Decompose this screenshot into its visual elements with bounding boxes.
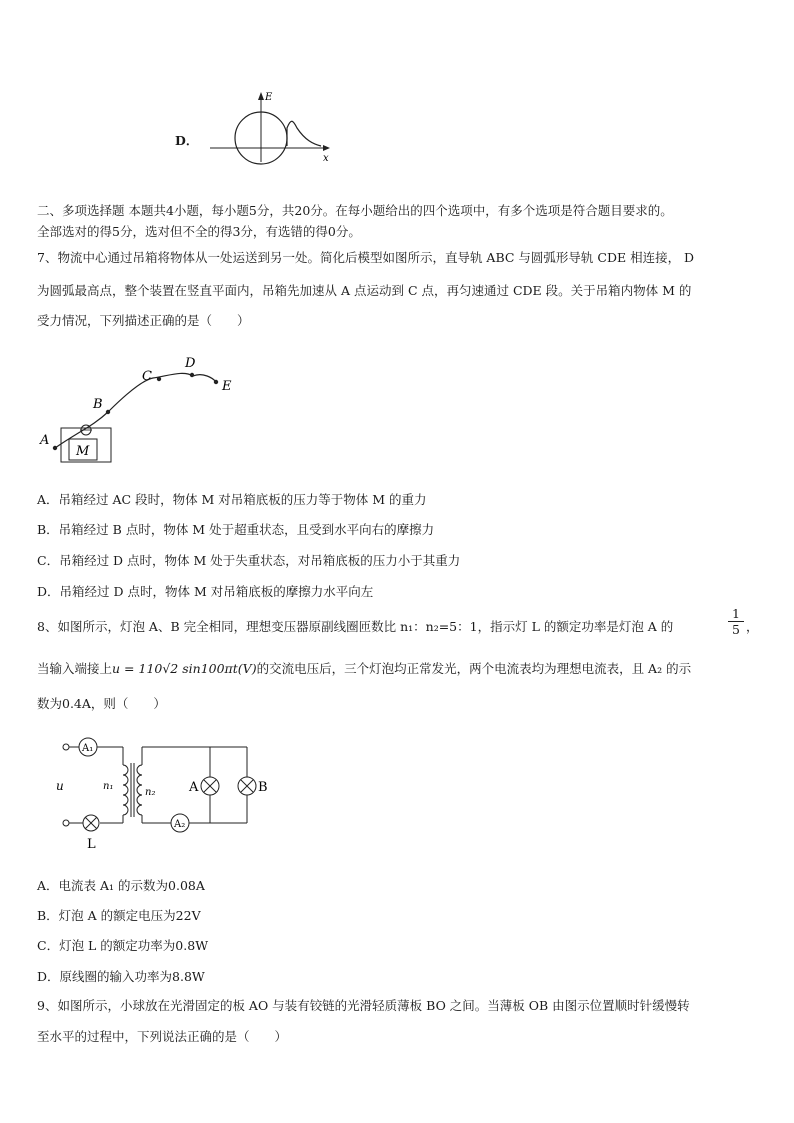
coil-n2-label: n₂ — [145, 787, 156, 798]
q8-fraction — [728, 606, 744, 637]
q8-line1: 8、如图所示，灯泡 A、B 完全相同，理想变压器原副线圈匝数比 n₁：n₂=5：1，指示灯 L 的额定功率是灯泡 A 的 — [37, 619, 674, 634]
q7-option-d: D．吊箱经过 D 点时，物体 M 对吊箱底板的摩擦力水平向左 — [37, 584, 374, 599]
point-d-label: D — [185, 356, 196, 371]
q8-comma: ， — [746, 619, 759, 634]
q8-option-d: D．原线圈的输入功率为8.8W — [37, 969, 205, 984]
q8-line3: 数为0.4A，则（ ） — [37, 696, 166, 711]
q8-option-c: C．灯泡 L 的额定功率为0.8W — [37, 938, 209, 953]
lamp-a-label: A — [189, 780, 199, 795]
q8-line2 — [37, 661, 691, 677]
point-a-label: A — [40, 433, 50, 448]
axis-e-label: E — [265, 92, 273, 103]
q9-line2: 至水平的过程中，下列说法正确的是（ ） — [37, 1029, 288, 1044]
q7-line3: 受力情况，下列描述正确的是（ ） — [37, 313, 250, 328]
q9-line1: 9、如图所示，小球放在光滑固定的板 AO 与装有铰链的光滑轻质薄板 BO 之间。当薄板 OB 由图示位置顺时针缓慢转 — [37, 998, 690, 1013]
ammeter-a1-label: A₁ — [82, 743, 94, 754]
section2-line1: 二、多项选择题 本题共4小题，每小题5分，共20分。在每小题给出的四个选项中，有多个选项是符合题目要求的。 — [37, 203, 673, 218]
q8-option-b: B．灯泡 A 的额定电压为22V — [37, 908, 201, 923]
q8-line2-post: 的交流电压后，三个灯泡均正常发光，两个电流表均为理想电流表，且 A₂ 的示 — [256, 661, 692, 676]
coil-n1-label: n₁ — [103, 781, 114, 792]
fraction-denominator: 5 — [728, 621, 744, 637]
section2-line2: 全部选对的得5分，选对但不全的得3分，有选错的得0分。 — [37, 224, 361, 239]
lamp-l-label: L — [87, 837, 96, 852]
q7-option-b: B．吊箱经过 B 点时，物体 M 处于超重状态，且受到水平向右的摩擦力 — [37, 522, 435, 537]
q8-option-a: A．电流表 A₁ 的示数为0.08A — [37, 878, 205, 893]
q7-figure — [38, 350, 238, 465]
q8-line2-pre: 当输入端接上 — [37, 661, 113, 676]
q7-line1: 7、物流中心通过吊箱将物体从一处运送到另一处。简化后模型如图所示，直导轨 ABC 与圆弧形导轨 CDE 相连接， D — [37, 250, 695, 265]
fraction-numerator: 1 — [732, 606, 740, 621]
point-e-label: E — [222, 379, 232, 394]
q7-line2: 为圆弧最高点，整个装置在竖直平面内，吊箱先加速从 A 点运动到 C 点，再匀速通过 CDE 段。关于吊箱内物体 M 的 — [37, 283, 692, 298]
q7-option-a: A．吊箱经过 AC 段时，物体 M 对吊箱底板的压力等于物体 M 的重力 — [37, 492, 427, 507]
q8-circuit-figure — [55, 735, 285, 853]
q6-option-d-graph — [205, 88, 335, 166]
ammeter-a2-label: A₂ — [174, 819, 186, 830]
q8-voltage-formula: u = 110√2 sin100πt(V) — [112, 661, 257, 676]
axis-x-label: x — [323, 153, 329, 164]
point-b-label: B — [93, 397, 103, 412]
q7-option-c: C．吊箱经过 D 点时，物体 M 处于失重状态，对吊箱底板的压力小于其重力 — [37, 553, 461, 568]
q6-option-d-label: D． — [175, 133, 199, 148]
point-c-label: C — [142, 369, 152, 384]
input-u-label: u — [56, 779, 64, 793]
mass-m-label: M — [76, 444, 90, 459]
lamp-b-label: B — [258, 780, 268, 795]
